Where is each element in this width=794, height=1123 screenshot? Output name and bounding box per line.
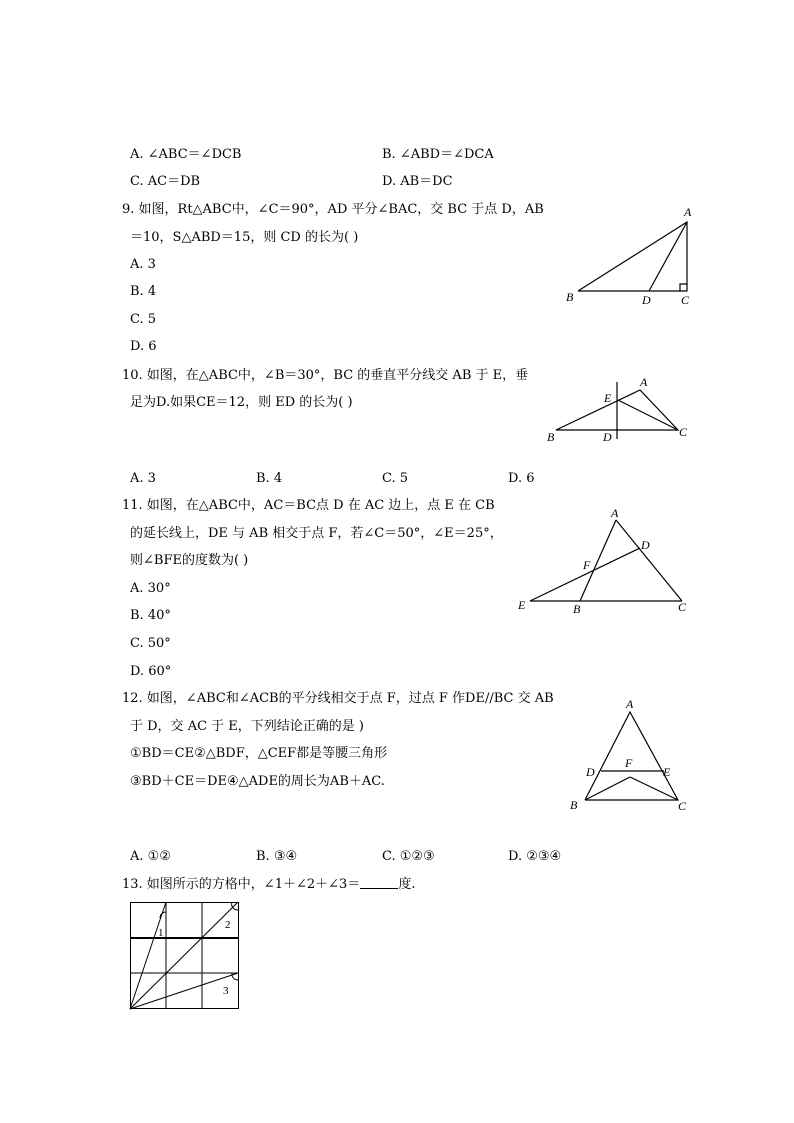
- q12-option-a: A. ①②: [130, 849, 171, 864]
- q13-stem: [122, 876, 415, 893]
- q11-stem-line2: 的延长线上，DE 与 AB 相交于点 F，若∠C＝50°，∠E＝25°，: [130, 526, 503, 541]
- q8-option-c: C. AC＝DB: [130, 174, 201, 189]
- q9-label-b: B: [566, 290, 574, 304]
- q13-grid-figure: [130, 902, 240, 1012]
- q11-label-c: C: [678, 600, 687, 614]
- q9-option-c: C. 5: [130, 312, 157, 327]
- q9-stem-line2: ＝10，S△ABD＝15，则 CD 的长为( ): [130, 230, 359, 245]
- q13-angle-1-label: 1: [158, 927, 164, 939]
- q12-option-d: D. ②③④: [508, 849, 562, 864]
- q9-option-d: D. 6: [130, 339, 157, 354]
- q10-label-a: A: [640, 375, 648, 389]
- q12-statement-3-4: ③BD＋CE＝DE④△ADE的周长为AB＋AC.: [130, 774, 385, 789]
- q10-label-b: B: [547, 430, 555, 444]
- q11-stem-line3: 则∠BFE的度数为( ): [130, 553, 249, 568]
- q12-figure: [560, 695, 700, 815]
- q11-option-d: D. 60°: [130, 664, 172, 679]
- q9-figure: [560, 200, 700, 310]
- q10-option-d: D. 6: [508, 471, 535, 486]
- q10-option-a: A. 3: [130, 471, 156, 486]
- q11-stem-line1: 11. 如图，在△ABC中，AC＝BC点 D 在 AC 边上，点 E 在 CB: [122, 498, 495, 513]
- q10-option-b: B. 4: [256, 471, 283, 486]
- q10-stem-line1: 10. 如图，在△ABC中，∠B＝30°，BC 的垂直平分线交 AB 于 E，垂: [122, 368, 529, 383]
- q9-stem-line1: 9. 如图，Rt△ABC中，∠C＝90°，AD 平分∠BAC，交 BC 于点 D，AB: [122, 202, 544, 217]
- q12-stem-line1: 12. 如图，∠ABC和∠ACB的平分线相交于点 F，过点 F 作DE//BC 交 AB: [122, 691, 554, 706]
- q12-option-c: C. ①②③: [382, 849, 435, 864]
- q13-angle-2-label: 2: [225, 919, 231, 931]
- q11-label-d: D: [641, 538, 650, 552]
- q10-figure: [540, 372, 700, 452]
- q12-label-c: C: [678, 799, 687, 813]
- q11-label-e: E: [518, 598, 526, 612]
- q12-label-a: A: [626, 697, 634, 711]
- q13-stem-suffix: 度.: [398, 877, 416, 892]
- q11-label-a: A: [611, 506, 619, 520]
- q10-stem-line2: 足为D.如果CE＝12，则 ED 的长为( ): [130, 395, 353, 410]
- q10-label-d: D: [603, 430, 612, 444]
- q11-option-a: A. 30°: [130, 581, 171, 596]
- q10-label-e: E: [604, 391, 612, 405]
- q12-label-b: B: [570, 798, 578, 812]
- q8-option-a: A. ∠ABC＝∠DCB: [130, 147, 242, 162]
- q11-figure: [510, 505, 700, 620]
- q11-option-c: C. 50°: [130, 636, 171, 651]
- q8-option-d: D. AB＝DC: [382, 174, 453, 189]
- q12-statement-1-2: ①BD＝CE②△BDF，△CEF都是等腰三角形: [130, 746, 388, 761]
- q12-option-b: B. ③④: [256, 849, 298, 864]
- q13-stem-prefix: 13. 如图所示的方格中，∠1＋∠2＋∠3＝: [122, 877, 361, 892]
- q9-label-d: D: [642, 293, 651, 307]
- q12-stem-line2: 于 D，交 AC 于 E，下列结论正确的是 ): [130, 719, 364, 734]
- q11-label-b: B: [573, 602, 581, 616]
- q10-label-c: C: [679, 425, 688, 439]
- q11-label-f: F: [583, 558, 591, 572]
- q9-label-a: A: [684, 205, 692, 219]
- q12-label-f: F: [625, 756, 633, 770]
- q9-label-c: C: [681, 293, 690, 307]
- q13-answer-blank[interactable]: [360, 876, 398, 889]
- q12-label-e: E: [663, 765, 671, 779]
- q13-angle-3-label: 3: [223, 985, 229, 997]
- q9-option-b: B. 4: [130, 284, 157, 299]
- q10-option-c: C. 5: [382, 471, 409, 486]
- q12-label-d: D: [586, 765, 595, 779]
- q8-option-b: B. ∠ABD＝∠DCA: [382, 147, 494, 162]
- q9-option-a: A. 3: [130, 257, 156, 272]
- q11-option-b: B. 40°: [130, 608, 171, 623]
